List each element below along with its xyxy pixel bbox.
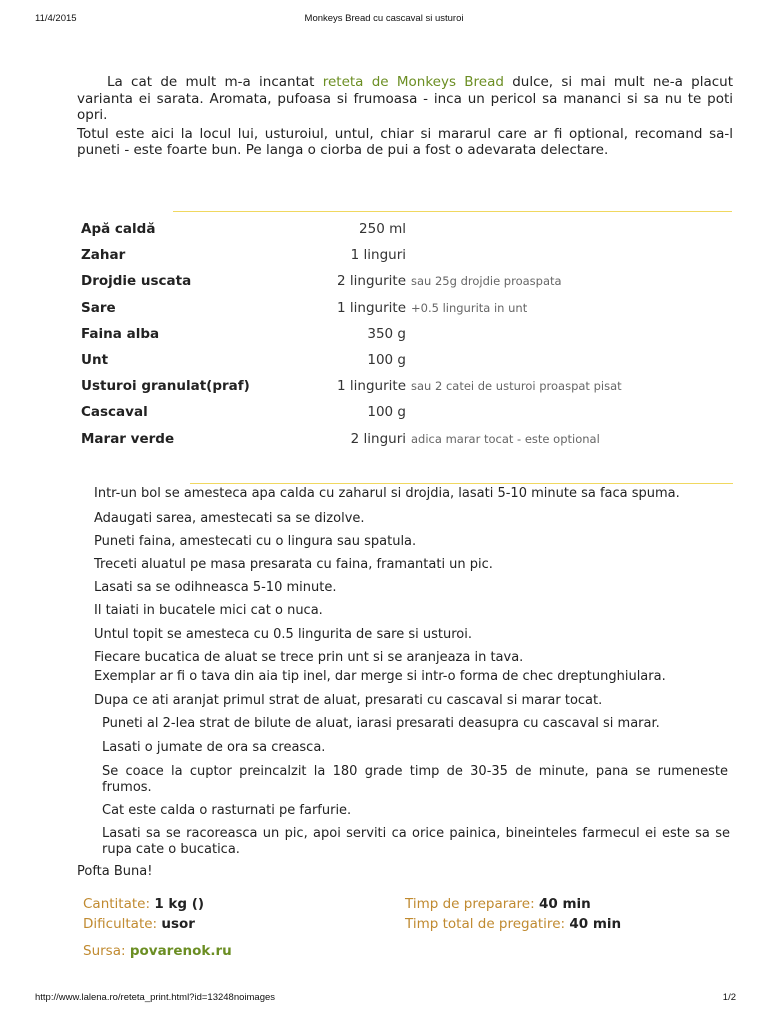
quantity-value: 1 kg ()	[154, 896, 205, 912]
step-item: Dupa ce ati aranjat primul strat de aluat, presarati cu cascaval si marar tocat.	[94, 693, 603, 708]
ingredient-row	[76, 268, 622, 294]
page-url: http://www.lalena.ro/reteta_print.html?id=13248noimages	[35, 992, 276, 1003]
ingredient-quantity: 100 g	[367, 352, 406, 369]
ingredients-divider	[173, 211, 732, 212]
ingredient-row	[76, 399, 622, 425]
prep-time-label: Timp de preparare:	[405, 896, 535, 912]
ingredient-quantity: 1 linguri	[350, 247, 406, 264]
ingredient-note	[406, 399, 622, 425]
ingredient-note: sau 25g drojdie proaspata	[411, 274, 562, 289]
print-date: 11/4/2015	[35, 13, 77, 24]
total-time-row	[405, 916, 621, 932]
recipe-intro	[77, 74, 733, 161]
step-item: Treceti aluatul pe masa presarata cu faina, framantati un pic.	[94, 557, 493, 572]
step-item: Lasati sa se racoreasca un pic, apoi serviti ca orice painica, bineinteles farmecul ei este sa se rupa cate o bucatica.	[102, 826, 730, 857]
ingredient-quantity: 350 g	[367, 325, 406, 342]
ingredient-row	[76, 426, 622, 452]
quantity-label: Cantitate:	[83, 896, 151, 912]
source-link[interactable]: povarenok.ru	[129, 943, 232, 959]
step-item: Lasati sa se odihneasca 5-10 minute.	[94, 580, 337, 595]
intro-paragraph-1	[77, 74, 733, 124]
step-item: Il taiati in bucatele mici cat o nuca.	[94, 603, 323, 618]
ingredient-note	[406, 321, 622, 347]
ingredient-note	[406, 242, 622, 268]
ingredient-name: Drojdie uscata	[81, 273, 192, 290]
step-item: Puneti al 2-lea strat de bilute de aluat, iarasi presarati deasupra cu cascaval si marar.	[102, 716, 660, 731]
closing-line: Pofta Buna!	[77, 864, 153, 879]
step-item: Se coace la cuptor preincalzit la 180 grade timp de 30-35 de minute, pana se rumeneste frumos.	[102, 764, 728, 795]
total-time-label: Timp total de pregatire:	[405, 916, 566, 932]
prep-time-value: 40 min	[538, 896, 591, 912]
difficulty-row	[83, 916, 195, 932]
step-item: Cat este calda o rasturnati pe farfurie.	[102, 803, 352, 818]
intro-text: dulce, si mai mult ne-a placut varianta ei sarata. Aromata, pufoasa si frumoasa - inca un pericol sa mananci si sa nu te poti opri.	[77, 74, 733, 123]
ingredient-name: Marar verde	[81, 430, 175, 447]
ingredient-quantity: 1 lingurite	[337, 378, 406, 395]
step-item: Exemplar ar fi o tava din aia tip inel, dar merge si intr-o forma de chec dreptunghiulara.	[94, 669, 666, 684]
source-row	[83, 943, 232, 959]
ingredient-quantity: 2 linguri	[350, 430, 406, 447]
step-item: Fiecare bucatica de aluat se trece prin unt si se aranjeaza in tava.	[94, 650, 524, 665]
recipe-link[interactable]: reteta de Monkeys Bread	[322, 74, 504, 90]
print-title: Monkeys Bread cu cascaval si usturoi	[304, 13, 464, 24]
ingredients-table	[76, 216, 622, 452]
ingredient-quantity: 100 g	[367, 404, 406, 421]
page-number: 1/2	[722, 992, 736, 1003]
ingredient-note: sau 2 catei de usturoi proaspat pisat	[411, 379, 622, 394]
step-item: Adaugati sarea, amestecati sa se dizolve.	[94, 511, 365, 526]
ingredient-note: adica marar tocat - este optional	[411, 431, 600, 446]
step-item: Lasati o jumate de ora sa creasca.	[102, 740, 326, 755]
ingredient-name: Sare	[81, 299, 116, 316]
ingredient-quantity: 2 lingurite	[337, 273, 406, 290]
ingredient-row	[76, 373, 622, 399]
ingredient-name: Apă caldă	[81, 221, 156, 238]
steps-divider	[190, 483, 733, 484]
ingredient-note	[406, 216, 622, 242]
ingredient-quantity: 1 lingurite	[337, 299, 406, 316]
quantity-row	[83, 896, 204, 912]
ingredient-row	[76, 242, 622, 268]
intro-text: La cat de mult m-a incantat	[107, 74, 323, 90]
ingredient-row	[76, 347, 622, 373]
difficulty-label: Dificultate:	[83, 916, 158, 932]
ingredient-note	[406, 347, 622, 373]
ingredient-name: Usturoi granulat(praf)	[81, 378, 250, 395]
prep-time-row	[405, 896, 591, 912]
intro-paragraph-2: Totul este aici la locul lui, usturoiul, untul, chiar si mararul care ar fi optional, recomand sa-l puneti - este foarte bun. Pe langa o ciorba de pui a fost o adevarata delectare.	[77, 125, 733, 158]
ingredient-name: Cascaval	[81, 404, 148, 421]
ingredient-name: Zahar	[81, 247, 126, 264]
source-label: Sursa:	[83, 943, 126, 959]
ingredient-row	[76, 216, 622, 242]
step-item: Intr-un bol se amesteca apa calda cu zaharul si drojdia, lasati 5-10 minute sa faca spuma.	[94, 486, 680, 501]
total-time-value: 40 min	[569, 916, 622, 932]
ingredient-name: Unt	[81, 352, 109, 369]
ingredient-row	[76, 295, 622, 321]
ingredient-note: +0.5 lingurita in unt	[411, 300, 528, 315]
step-item: Untul topit se amesteca cu 0.5 lingurita de sare si usturoi.	[94, 627, 472, 642]
ingredient-quantity: 250 ml	[359, 221, 406, 238]
ingredient-name: Faina alba	[81, 325, 160, 342]
difficulty-value: usor	[161, 916, 195, 932]
ingredient-row	[76, 321, 622, 347]
step-item: Puneti faina, amestecati cu o lingura sau spatula.	[94, 534, 417, 549]
